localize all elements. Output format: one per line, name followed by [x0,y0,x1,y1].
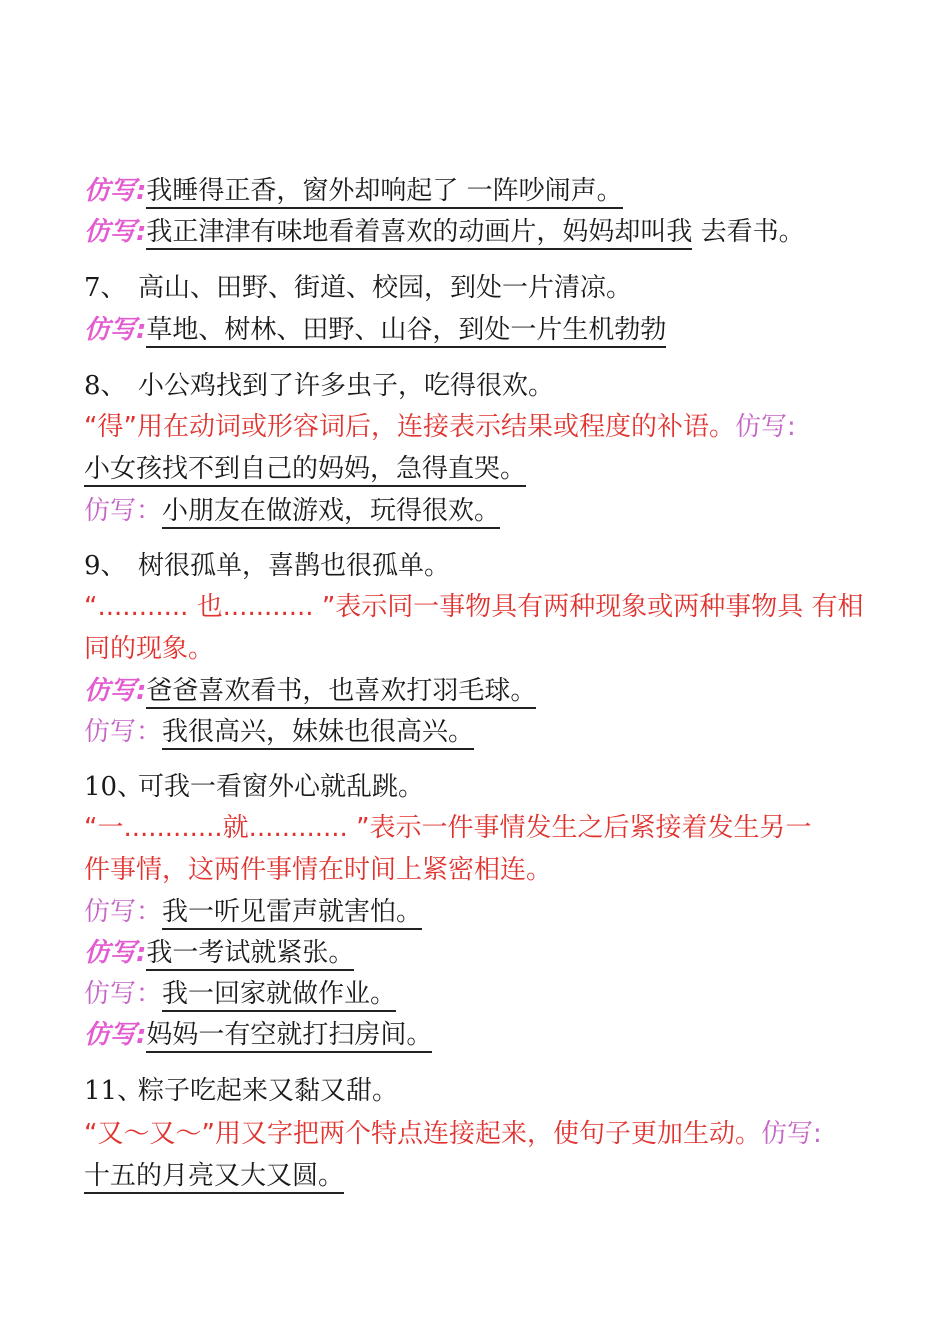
imitation-label: 仿写: [84,217,147,247]
imitation-text: 十五的月亮又大又圆。 [84,1161,344,1194]
imitation-label: 仿写： [84,979,163,1009]
example-sentence [84,369,554,403]
sentence-line [84,977,396,1011]
sentence-line [84,936,354,970]
example-text: 树很孤单，喜鹊也很孤单。 [138,551,451,581]
imitation-text: 小女孩找不到自己的妈妈，急得直哭。 [84,454,526,487]
example-sentence [84,549,450,583]
imitation-text: 我一听见雷声就害怕。 [162,897,422,930]
imitation-label: 仿写: [760,1119,822,1149]
imitation-text: 草地、树林、田野、山谷，到处一片生机勃勃 [146,315,666,348]
item-number: 7、 [84,273,127,303]
sentence-line [84,313,666,347]
grammar-note [84,632,214,666]
imitation-text: 爸爸喜欢看书，也喜欢打羽毛球。 [146,676,536,709]
note-text: “一............就............ ”表示一件事情发生之后紧接着发生另一 [84,813,812,843]
example-sentence [84,770,424,804]
sentence-line [84,715,474,749]
imitation-text: 我很高兴，妹妹也很高兴。 [162,717,474,750]
example-text: 小公鸡找到了许多虫子，吃得很欢。 [138,371,555,401]
sentence-line [84,494,500,528]
imitation-label: 仿写： [84,496,163,526]
grammar-note [84,811,812,845]
imitation-text: 小朋友在做游戏，玩得很欢。 [162,496,500,529]
example-text: 可我一看窗外心就乱跳。 [138,772,425,802]
imitation-label: 仿写: [84,315,147,345]
imitation-label: 仿写： [84,717,163,747]
sentence-line [84,1159,344,1193]
note-text: 同的现象。 [84,634,215,664]
grammar-note [84,853,552,887]
example-text: 高山、田野、街道、校园，到处一片清凉。 [138,273,633,303]
note-text: “得”用在动词或形容词后，连接表示结果或程度的补语。 [84,412,735,442]
example-text: 粽子吃起来又黏又甜。 [138,1076,399,1106]
imitation-text-tail: 去看书。 [692,217,805,247]
sentence-line [84,674,536,708]
imitation-text: 我睡得正香，窗外却响起了 一阵吵闹声。 [146,176,622,209]
imitation-text: 我一考试就紧张。 [146,938,354,971]
imitation-label: 仿写: [84,1020,147,1050]
sentence-line [84,1018,432,1052]
imitation-label: 仿写: [84,676,147,706]
item-number: 9、 [84,551,127,581]
sentence-line [84,452,526,486]
grammar-note [84,590,864,624]
item-number: 11、 [84,1076,144,1106]
imitation-text: 妈妈一有空就打扫房间。 [146,1020,432,1053]
imitation-label: 仿写: [84,176,147,206]
note-text: 件事情，这两件事情在时间上紧密相连。 [84,855,553,885]
imitation-label: 仿写： [84,897,163,927]
imitation-text: 我一回家就做作业。 [162,979,396,1012]
grammar-note [84,1117,822,1151]
example-sentence [84,271,632,305]
imitation-text: 我正津津有味地看着喜欢的动画片，妈妈却叫我 [146,217,692,250]
imitation-label: 仿写: [734,412,796,442]
example-sentence [84,1074,398,1108]
item-number: 8、 [84,371,127,401]
item-number: 10、 [84,772,144,802]
sentence-line [84,215,805,249]
note-text: “又～又～”用又字把两个特点连接起来，使句子更加生动。 [84,1119,761,1149]
sentence-line [84,895,422,929]
imitation-label: 仿写: [84,938,147,968]
grammar-note [84,410,796,444]
note-text: “........... 也........... ”表示同一事物具有两种现象或两种事物具 有相 [84,592,864,622]
sentence-line [84,174,623,208]
